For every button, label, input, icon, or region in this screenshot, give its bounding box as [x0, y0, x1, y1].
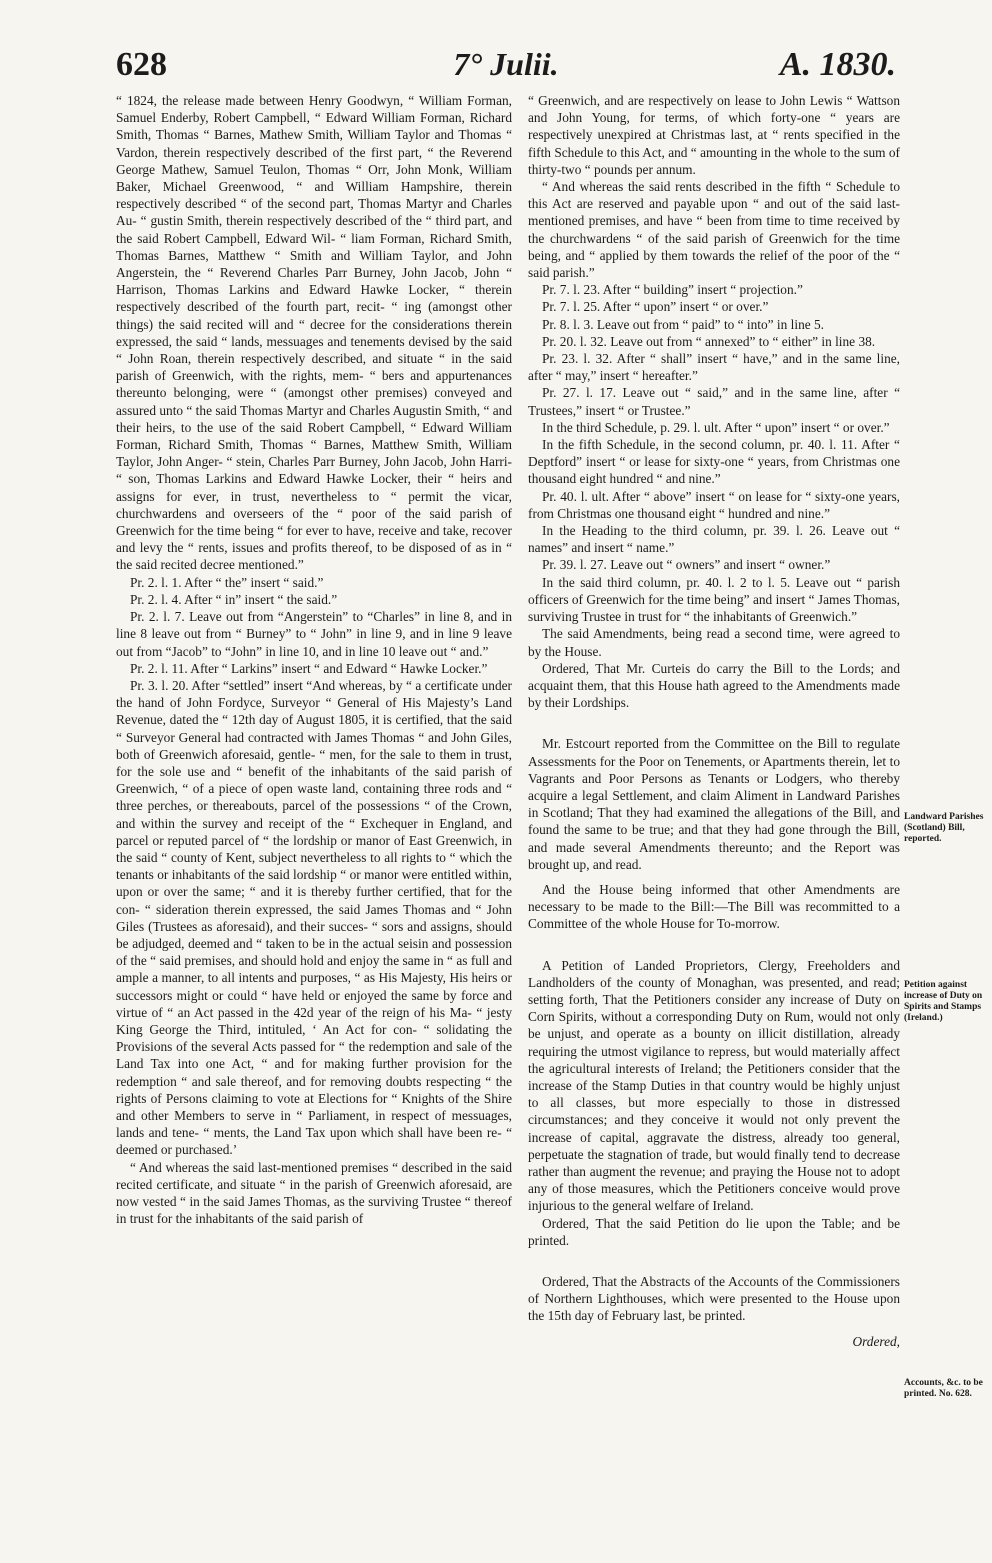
- paragraph: Pr. 3. l. 20. After “settled” insert “And whereas, by “ a certificate under the hand of John Fordyce, Surveyor “ General of His Majesty’s Land Revenue, dated the “ 12th day of August 1805, it is certified, that the said “ Surveyor General had contracted with James Thomas “ and John Giles, both of Greenwich aforesaid, gentle- “ men, for the sale to them in trust, for the sole use and “ benefit of the inhabitants of the said parish of Greenwich, “ of a piece of open waste land, containing three rods and “ three perches, or thereabouts, parcel of the possessions “ of the Crown, and within the survey and receipt of the “ Exchequer in England, and parcel or reputed parcel of “ the lordship or manor of East Greenwich, in the said “ county of Kent, subject nevertheless to all rights to “ which the tenants or inhabitants of the said lordship “ or manor were entitled within, upon or over the same; “ and it is thereby further certified, that for the con- “ sideration therein expressed, the said James Thomas and “ John Giles (Trustees as aforesaid), and their succes- “ sors and assigns, should be adjudged, deemed and “ taken to be in the actual seisin and possession of the “ said premises, and should hold and enjoy the same in “ as full and ample a manner, to all intents and purposes, “ as His Majesty, His heirs or successors might or could “ have held or enjoyed the same by force and virtue of “ an Act passed in the 42d year of the reign of his Ma- “ jesty King George the Third, intituled, ‘ An Act for con- “ solidating the Provisions of the several Acts passed for “ the redemption and sale of the Land Tax into one Act, “ and for making further provision for the redemption “ and sale thereof, and for removing doubts respecting “ the rights of Persons claiming to vote at Elections for “ Knights of the Shire and other Members to serve in “ Parliament, in respect of messuages, lands and tene- “ ments, the Land Tax upon which shall have been re- “ deemed or purchased.’: [116, 677, 512, 1158]
- margin-note: Landward Parishes (Scotland) Bill, reported.: [904, 812, 984, 844]
- paragraph: Pr. 2. l. 4. After “ in” insert “ the said.”: [130, 591, 338, 607]
- left-column: [116, 92, 512, 1227]
- paragraph: In the Heading to the third column, pr. 39. l. 26. Leave out “ names” and insert “ name.”: [528, 523, 900, 556]
- paragraph: “ And whereas the said rents described in the fifth “ Schedule to this Act are reserved and payable upon “ and out of the said last-mentioned premises, and have “ been from time to time received by the churchwardens “ of the said parish of Greenwich for the time being, and “ applied by them towards the relief of the poor of the “ said parish.”: [528, 179, 900, 281]
- paragraph: And the House being informed that other Amendments are necessary to be made to the Bill:—The Bill was recommitted to a Committee of the whole House for To-morrow.: [528, 881, 900, 932]
- journal-year: A. 1830.: [779, 46, 896, 83]
- paragraph: Pr. 2. l. 11. After “ Larkins” insert “ and Edward “ Hawke Locker.”: [130, 660, 488, 676]
- page-number: 628: [116, 46, 167, 83]
- paragraph: In the third Schedule, p. 29. l. ult. After “ upon” insert “ or over.”: [542, 419, 890, 435]
- paragraph: In the said third column, pr. 40. l. 2 to l. 5. Leave out “ parish officers of Greenwich for the time being” and insert “ James Thomas, surviving Trustee in trust for “ the inhabitants of Greenwich.”: [528, 574, 900, 625]
- catchword: Ordered,: [852, 1333, 900, 1349]
- journal-date: 7° Julii.: [453, 46, 559, 82]
- page-header: [116, 46, 896, 96]
- paragraph: “ And whereas the said last-mentioned premises “ described in the said recited certificate, and situate “ in the parish of Greenwich aforesaid, are now vested “ in the said James Thomas, as the surviving Trustee “ thereof in trust for the inhabitants of the said parish of: [116, 1159, 512, 1227]
- paragraph: Pr. 27. l. 17. Leave out “ said,” and in the same line, after “ Trustees,” insert “ or Trustee.”: [528, 385, 900, 418]
- paragraph: A Petition of Landed Proprietors, Clergy, Freeholders and Landholders of the county of Monaghan, was presented, and read; setting forth, That the Petitioners consider any increase of Duty on Corn Spirits, without a corresponding Duty on Rum, would not only be unjust, and operate as a bounty on illicit distillation, already requiring the utmost vigilance to repress, but would materially affect the agricultural interests of Ireland; the Petitioners consider that the increase of the Stamp Duties in that country would be highly unjust to all classes, but more especially to those in distressed circumstances; and they conceive it would not only prevent the increase of capital, aggravate the distress, already too general, perpetuate the stagnation of trade, but would finally tend to decrease rather than augment the revenue; and praying the House not to adopt any of those measures, which the Petitioners conceive would prove injurious to the general welfare of Ireland.: [528, 957, 900, 1214]
- paragraph: Ordered, That the Abstracts of the Accounts of the Commissioners of Northern Lighthouses, which were presented to the House upon the 15th day of February last, be printed.: [528, 1274, 900, 1324]
- paragraph: The said Amendments, being read a second time, were agreed to by the House.: [528, 626, 900, 659]
- paragraph: Mr. Estcourt reported from the Committee on the Bill to regulate Assessments for the Poor on Tenements, or Apartments therein, let to Vagrants and Poor Persons as Tenants or Lodgers, who thereby acquire a legal Settlement, and claim Aliment in Landward Parishes in Scotland; That they had examined the allegations of the Bill, and found the same to be true; and that they had gone through the Bill, and made several Amendments thereunto; and the Report was brought up, and read.: [528, 736, 900, 872]
- margin-note: Accounts, &c. to be printed. No. 628.: [904, 1378, 983, 1399]
- paragraph: Pr. 39. l. 27. Leave out “ owners” and insert “ owner.”: [542, 557, 831, 573]
- paragraph: “ Greenwich, and are respectively on lease to John Lewis “ Wattson and John Young, for terms, of which forty-one “ years are respectively unexpired at Christmas last, at “ rents specified in the fifth Schedule to this Act, and “ amounting in the whole to the sum of thirty-two “ pounds per annum.: [528, 93, 900, 177]
- paragraph: “ 1824, the release made between Henry Goodwyn, “ William Forman, Samuel Enderby, Robert Campbell, “ Edward William Forman, Richard Smith, Thomas “ Barnes, Mathew Smith, William Taylor and Thomas “ Vardon, therein respectively described of the first part, “ the Reverend George Mathew, Samuel Teulon, Thomas “ Orr, John Monk, William Baker, Michael Greenwood, “ and William Hampshire, therein respectively described “ of the second part, Thomas Martyr and Charles Au- “ gustin Smith, therein respectively described of the “ third part, and the said Robert Campbell, Edward Wil- “ liam Forman, Richard Smith, Thomas Barnes, Matthew “ Smith and William Taylor, and John Angerstein, the “ Reverend Charles Parr Burney, John Jacob, John “ Harrison, Thomas Larkins and Edward Hawke Locker, “ therein respectively described of the fourth part, recit- “ ing (amongst other things) the said recited will and “ decree for the considerations therein expressed, the said “ lands, messuages and tenements devised by the said “ John Roan, therein respectively described, and situate “ in the said parish of Greenwich, with the rights, mem- “ bers and appurtenances thereunto belonging, were “ (amongst other premises) conveyed and assured unto “ the said Thomas Martyr and Charles Augustin Smith, “ and their heirs, to the use of the said Robert Campbell, “ Edward William Forman, Richard Smith, Thomas “ Barnes, Matthew Smith, William Taylor, John Anger- “ stein, Charles Parr Burney, John Jacob, John Harri- “ son, Thomas Larkins and Edward Hawke Locker, their “ heirs and assigns for ever, in trust, nevertheless to “ permit the vicar, churchwardens and overseers of the “ poor of the said parish of Greenwich for the time being “ for ever to have, receive and take, recover and levy the “ rents, issues and profits thereof, to be disposed of as in “ the said recited decree mentioned.”: [116, 93, 512, 573]
- paragraph: Pr. 2. l. 1. After “ the” insert “ said.”: [130, 574, 324, 590]
- paragraph: Ordered, That Mr. Curteis do carry the Bill to the Lords; and acquaint them, that this House hath agreed to the Amendments made by their Lordships.: [528, 660, 900, 711]
- paragraph: Pr. 20. l. 32. Leave out from “ annexed” to “ either” in line 38.: [542, 333, 876, 349]
- paragraph: Pr. 40. l. ult. After “ above” insert “ on lease for “ sixty-one years, from Christmas one thousand eight “ hundred and nine.”: [528, 488, 900, 521]
- right-column: [528, 92, 900, 1350]
- paragraph: Pr. 23. l. 32. After “ shall” insert “ have,” and in the same line, after “ may,” insert “ hereafter.”: [528, 351, 900, 384]
- paragraph: Ordered, That the said Petition do lie upon the Table; and be printed.: [528, 1215, 900, 1248]
- paragraph: Pr. 2. l. 7. Leave out from “Angerstein” to “Charles” in line 8, and in line 8 leave out from “ Burney” to “ John” in line 9, and in line 9 leave out from “Jacob” to “John” in line 10, and in line 10 leave out “ and.”: [116, 609, 512, 659]
- paragraph: Pr. 8. l. 3. Leave out from “ paid” to “ into” in line 5.: [542, 316, 825, 332]
- paragraph: Pr. 7. l. 25. After “ upon” insert “ or over.”: [542, 299, 769, 315]
- margin-note: Petition against increase of Duty on Spirits and Stamps (Ireland.): [904, 980, 983, 1023]
- paragraph: Pr. 7. l. 23. After “ building” insert “ projection.”: [542, 282, 803, 298]
- paragraph: In the fifth Schedule, in the second column, pr. 40. l. 11. After “ Deptford” insert “ or lease for sixty-one “ years, from Christmas one thousand eight hundred “ and nine.”: [528, 437, 900, 487]
